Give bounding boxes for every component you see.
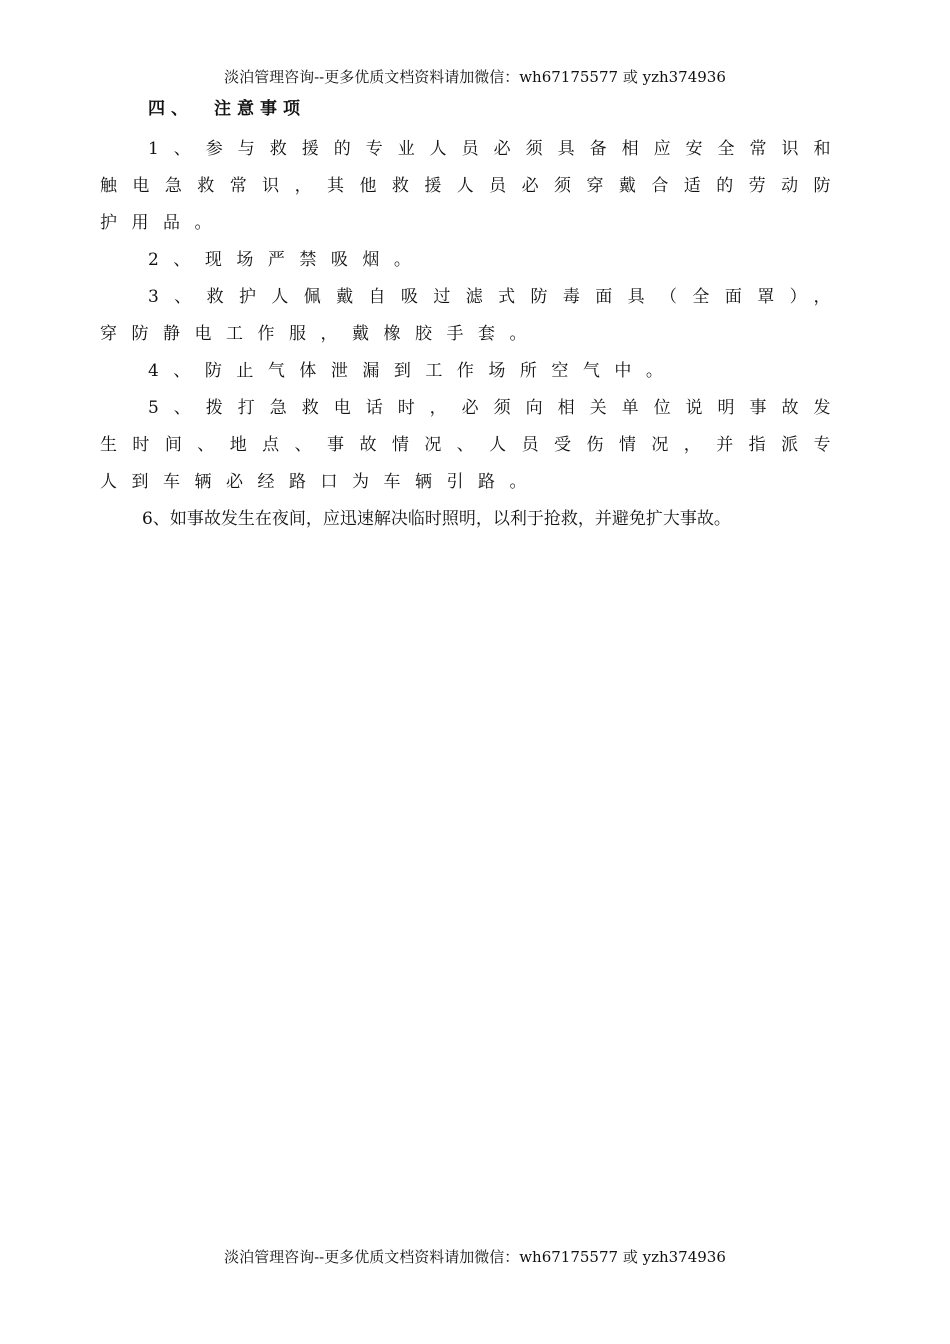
section-number: 四、 [148,99,194,119]
section-title: 注意事项 [214,99,306,119]
document-body [100,96,845,538]
list-item: 6、如事故发生在夜间，应迅速解决临时照明，以利于抢救，并避免扩大事故。 [142,509,731,529]
list-item: 5、拨打急救电话时，必须向相关单位说明事故发生时间、地点、事故情况、人员受伤情况，并指派专人到车辆必经路口为车辆引路。 [100,398,845,492]
list-item: 2、现场严禁吸烟。 [148,250,426,270]
page-footer: 淡泊管理咨询--更多优质文档资料请加微信：wh67175577 或 yzh374936 [224,1248,726,1266]
list-item: 3、救护人佩戴自吸过滤式防毒面具（全面罩），穿防静电工作服，戴橡胶手套。 [100,287,845,344]
list-item: 4、防止气体泄漏到工作场所空气中。 [148,361,678,381]
section-heading [100,96,845,122]
page-header: 淡泊管理咨询--更多优质文档资料请加微信：wh67175577 或 yzh374936 [224,68,726,86]
list-item: 1、参与救援的专业人员必须具备相应安全常识和触电急救常识，其他救援人员必须穿戴合适的劳动防护用品。 [100,139,845,233]
